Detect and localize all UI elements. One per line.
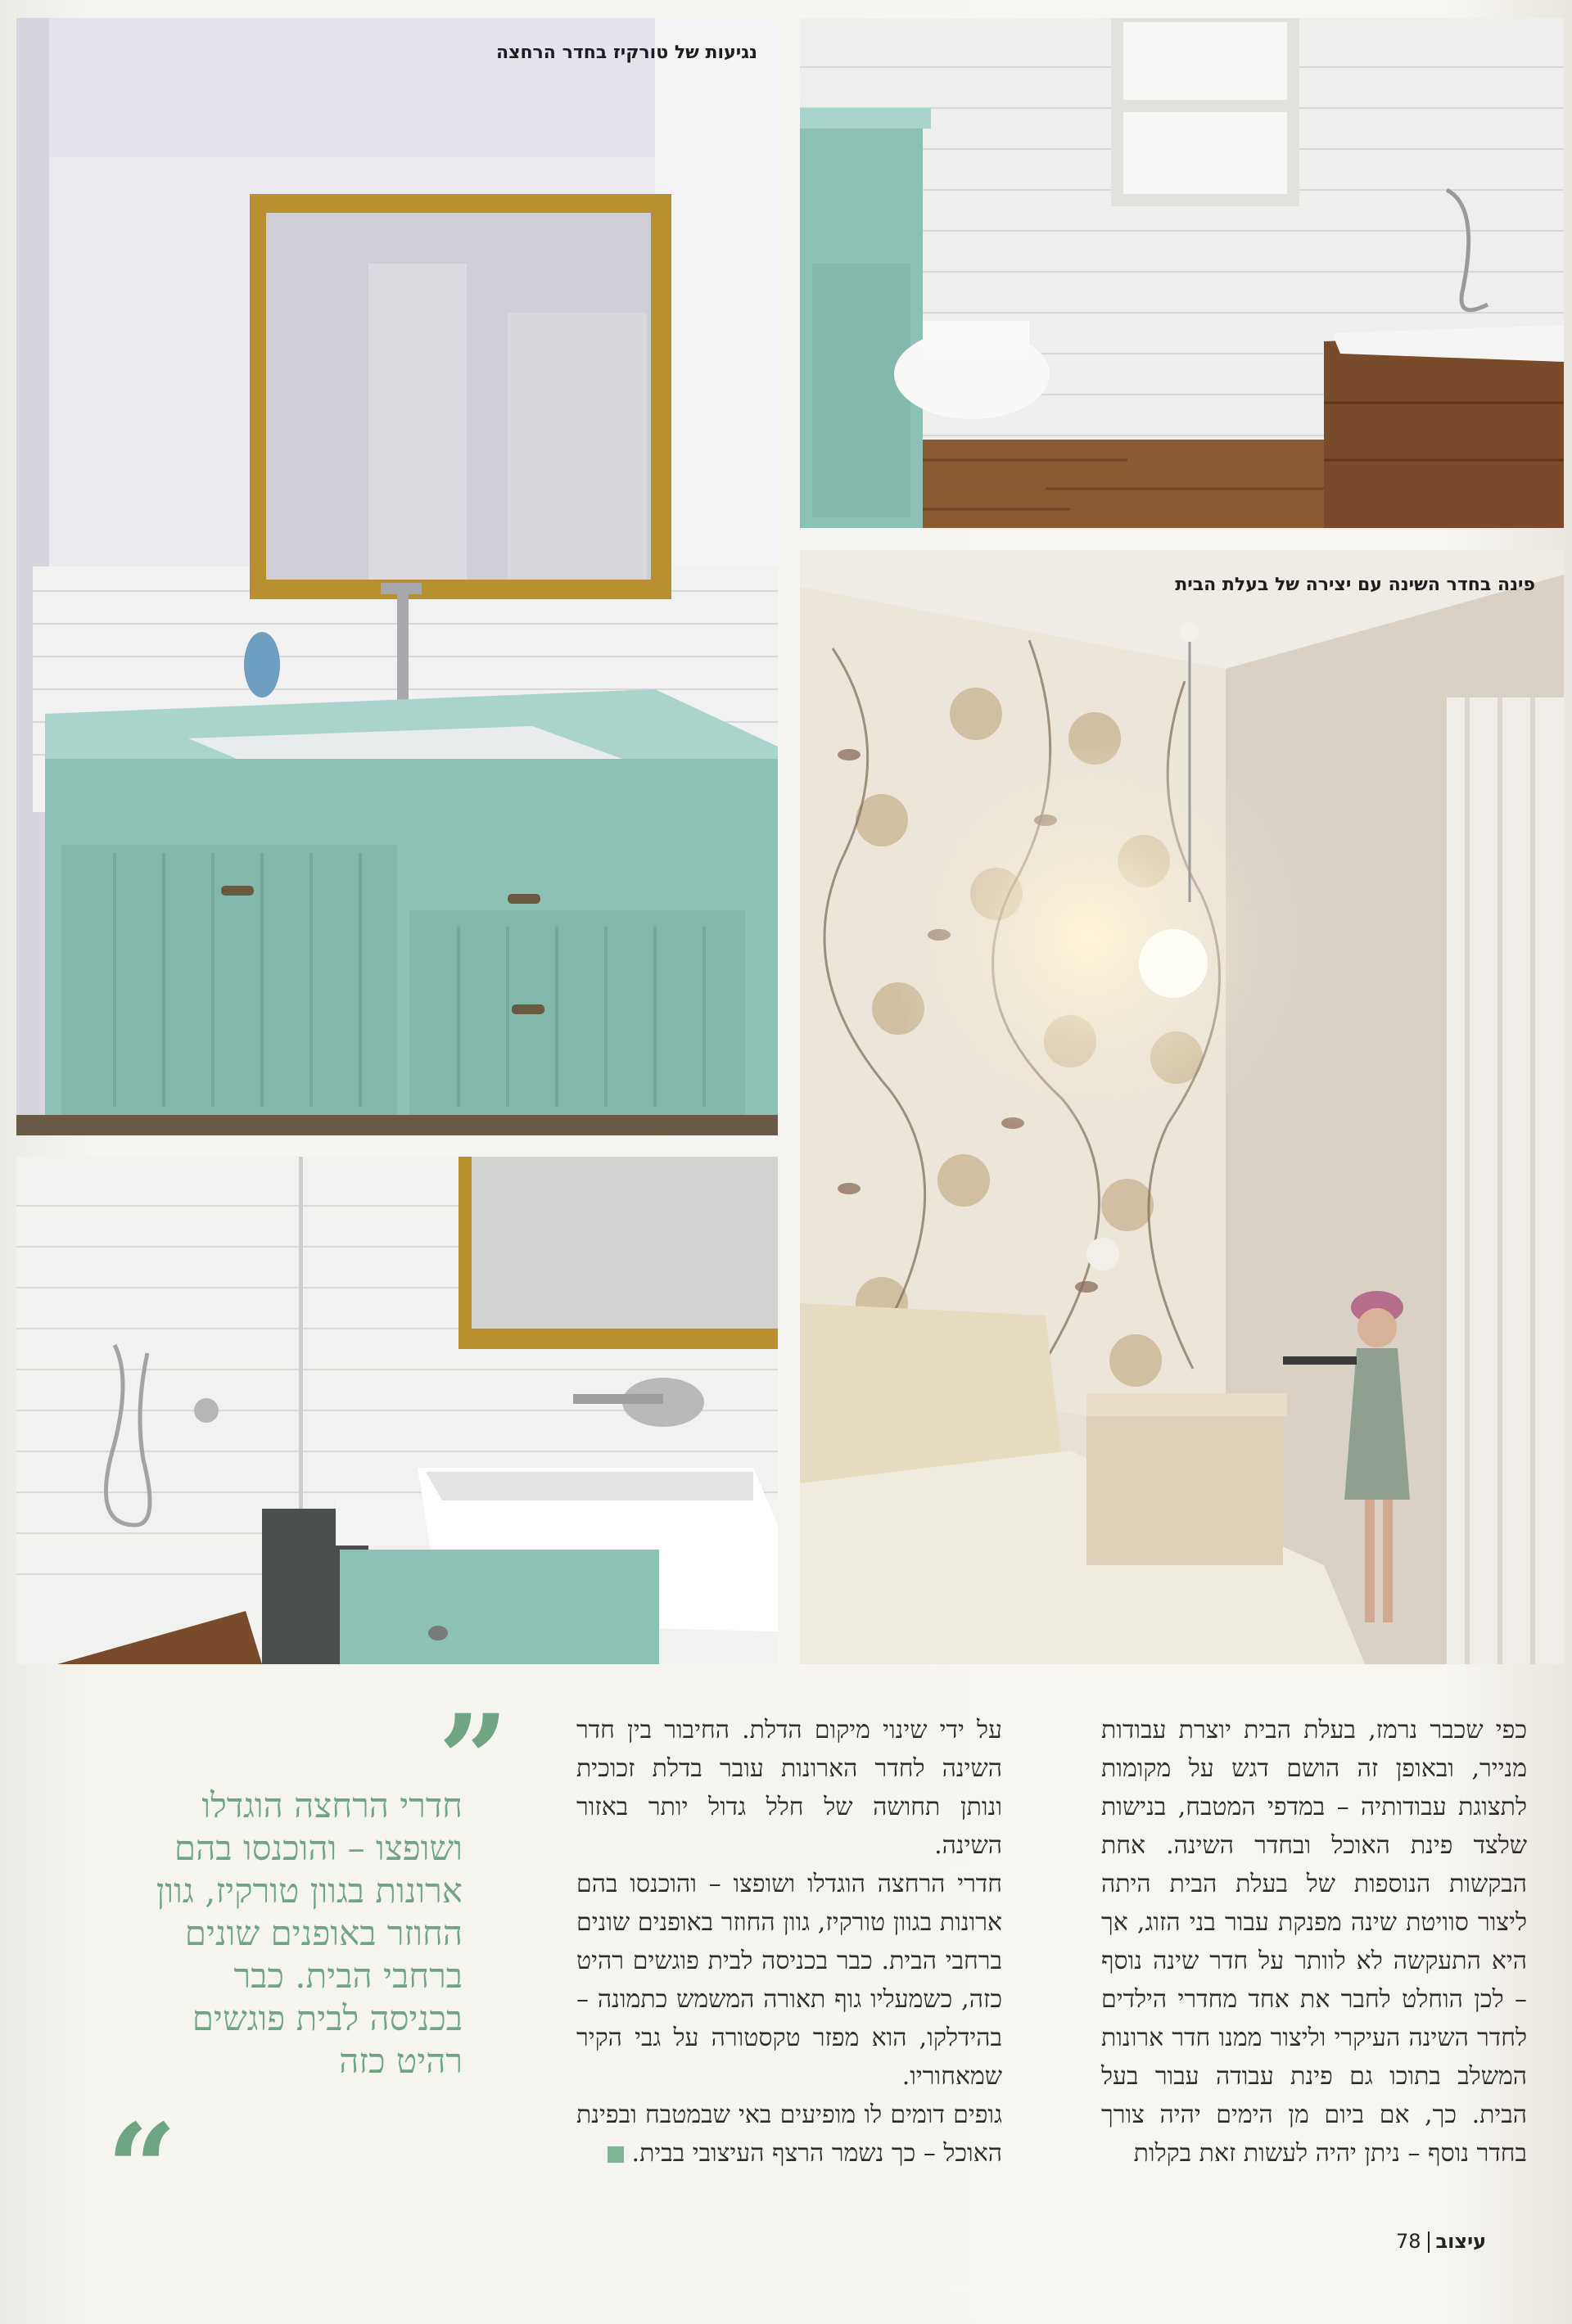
- photo-shower-sink: [16, 1157, 778, 1664]
- article-paragraph: חדרי הרחצה הוגדלו ושופצו – והוכנסו בהם ארונות בגוון טורקיז, גוון החוזר באופנים שונים ברחבי הבית. כבר בכניסה לבית פוגשים רהיט כזה, כשמעליו גוף תאורה המשמש כתמונה – בהידלקו, הוא מפזר טקסטורה על גבי הקיר שמאחוריו.: [576, 1870, 1002, 2091]
- article-paragraph: כפי שכבר נרמז, בעלת הבית יוצרת עבודות מנייר, ובאופן זה הושם דגש על מקומות לתצוגת עבודותיה – במדפי המטבח, בנישות שלצד פינת האוכל ובחדר השינה. אחת הבקשות הנוספות של בעלת הבית היתה ליצור סוויטת שינה מפנקת עבור בני הזוג, אך היא התעקשה לא לוותר על חדר שינה נוסף – לכן הוחלט לחבר את אחד מחדרי הילדים לחדר השינה העיקרי וליצור ממנו חדר ארונות המשלב בתוכו גם פינת עבודה עבור בעל הבית. כך, אם ביום מן הימים יהיה צורך בחדר נוסף – ניתן יהיה לעשות זאת בקלות: [1101, 1716, 1527, 2168]
- photo-bedroom-corner: [800, 550, 1564, 1664]
- pull-quote-open-mark: ”: [438, 1688, 509, 1832]
- page-folio: [1396, 2230, 1486, 2253]
- end-of-article-square: [608, 2146, 624, 2163]
- folio-divider: [1428, 2231, 1430, 2253]
- article-column-middle: [576, 1711, 1002, 2173]
- photo-vanity-mirror: [16, 18, 778, 1135]
- pull-quote: חדרי הרחצה הוגדלו ושופצו – והוכנסו בהם ארונות בגוון טורקיז, גוון החוזר באופנים שונים ברחבי הבית. כבר בכניסה לבית פוגשים רהיט כזה: [156, 1785, 463, 2081]
- caption-bedroom-corner: פינה בחדר השינה עם יצירה של בעלת הבית: [1175, 575, 1535, 595]
- section-name: עיצוב: [1435, 2230, 1487, 2253]
- article-paragraph: על ידי שינוי מיקום הדלת. החיבור בין חדר השינה לחדר הארונות עובר בדלת זכוכית ונותן תחושה של חלל גדול יותר באזור השינה.: [576, 1716, 1002, 1860]
- caption-bathroom-fixtures: נגיעות של טורקיז בחדר הרחצה: [495, 43, 757, 63]
- article-column-right: [1101, 1711, 1527, 2173]
- article-paragraph: [576, 2096, 1002, 2173]
- page-number: 78: [1396, 2230, 1421, 2253]
- pull-quote-close-mark: “: [106, 2097, 178, 2241]
- article-paragraph-text: גופים דומים לו מופיעים באי שבמטבח ובפינת האוכל – כך נשמר הרצף העיצובי בבית.: [576, 2101, 1002, 2168]
- photo-toilet-bathtub: [800, 18, 1564, 528]
